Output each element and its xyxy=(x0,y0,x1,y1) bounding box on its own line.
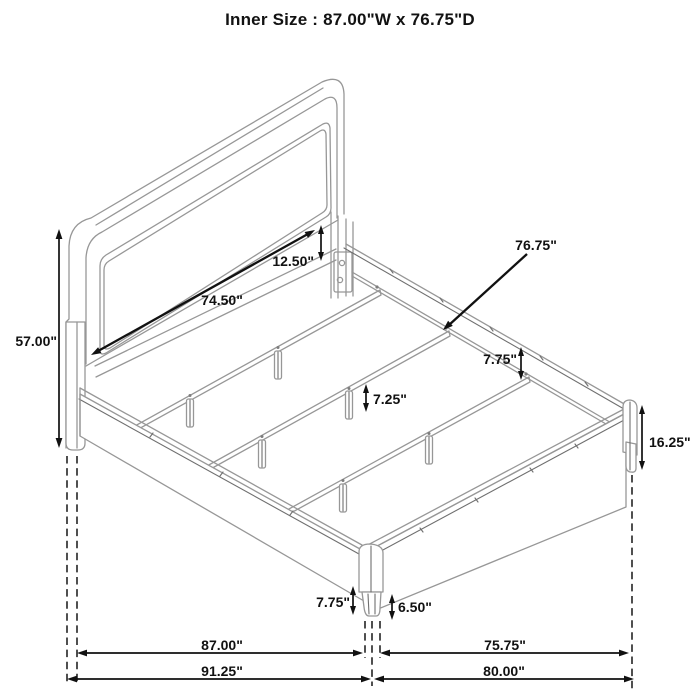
dim-slat-depth xyxy=(443,237,557,330)
svg-text:16.25": 16.25" xyxy=(649,434,691,450)
diagram-title: Inner Size : 87.00"W x 76.75"D xyxy=(225,10,475,29)
svg-text:12.50": 12.50" xyxy=(272,253,314,269)
dim-inner-depth xyxy=(380,637,629,656)
svg-text:7.75": 7.75" xyxy=(316,594,350,610)
dim-corner-rail-height xyxy=(639,405,691,470)
dim-headboard-bottom-gap xyxy=(272,225,324,269)
dim-outer-depth xyxy=(374,663,634,682)
svg-text:7.25": 7.25" xyxy=(373,391,407,407)
dim-inner-width xyxy=(77,637,363,656)
foot-rail xyxy=(364,409,626,609)
svg-text:57.00": 57.00" xyxy=(15,333,57,349)
headboard-right-leg xyxy=(331,212,353,298)
slat xyxy=(124,290,381,437)
dim-outer-width xyxy=(67,663,371,682)
left-side-rail xyxy=(79,388,364,601)
dim-headboard-height xyxy=(15,229,62,448)
dim-headboard-inner-width xyxy=(91,230,315,355)
dim-side-rail-height xyxy=(483,347,524,380)
svg-text:80.00": 80.00" xyxy=(483,663,525,679)
svg-text:91.25": 91.25" xyxy=(201,663,243,679)
svg-text:76.75": 76.75" xyxy=(515,237,557,253)
svg-text:75.75": 75.75" xyxy=(484,637,526,653)
svg-text:7.75": 7.75" xyxy=(483,351,517,367)
slat xyxy=(198,331,450,476)
svg-text:74.50": 74.50" xyxy=(201,292,243,308)
foot-left-corner-leg xyxy=(359,544,383,616)
dim-center-leg-height xyxy=(363,384,407,412)
svg-text:6.50": 6.50" xyxy=(398,599,432,615)
svg-text:87.00": 87.00" xyxy=(201,637,243,653)
